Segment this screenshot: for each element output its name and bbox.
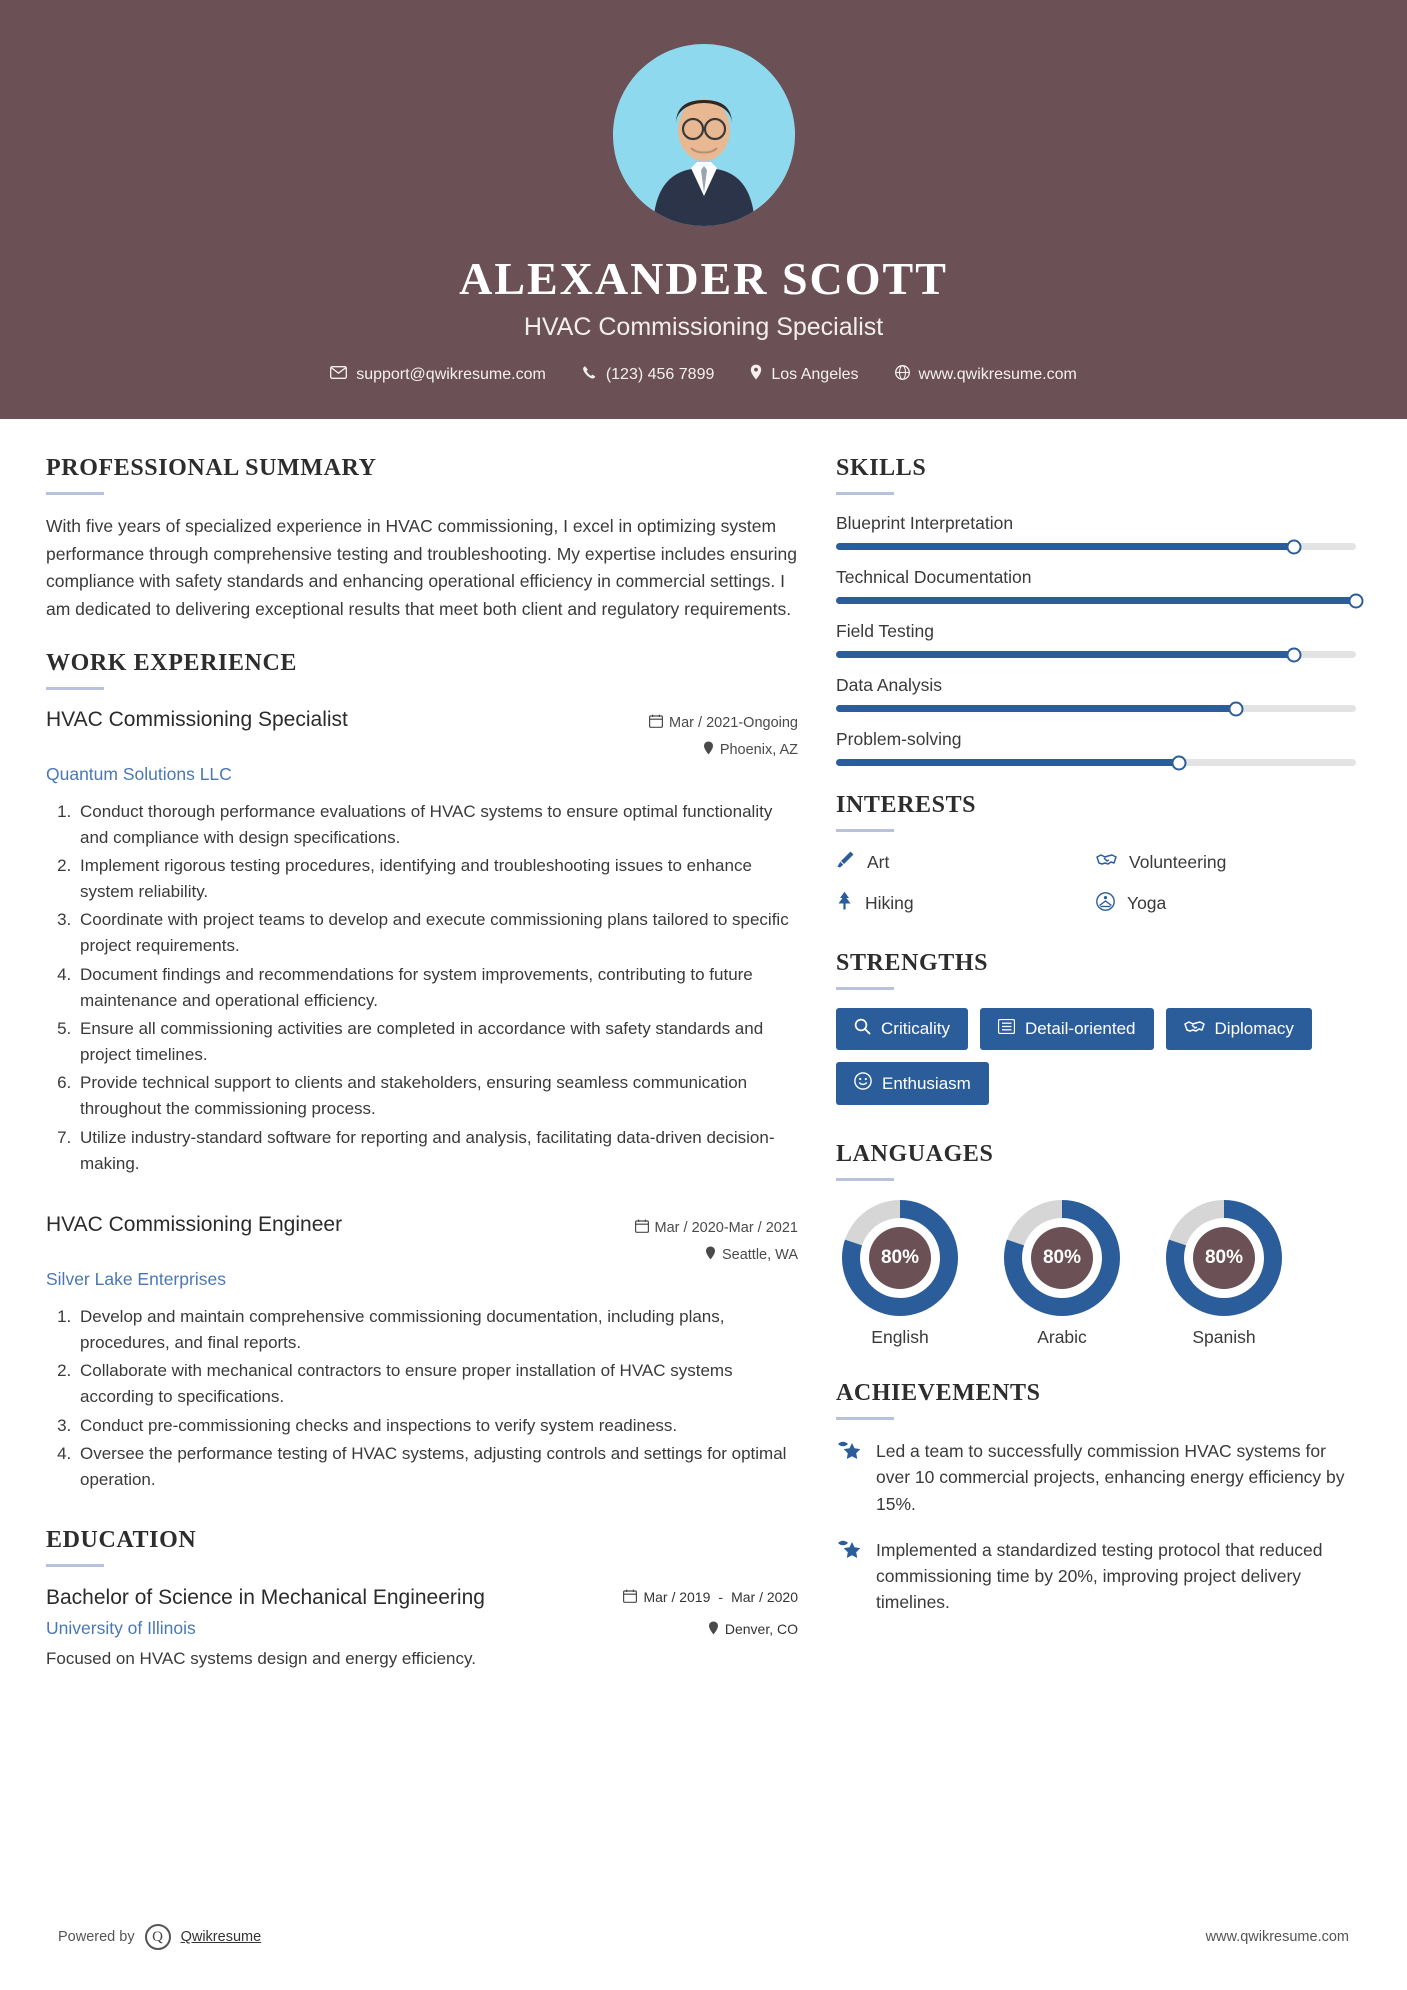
section-rule — [46, 1564, 104, 1567]
language-label: Spanish — [1192, 1327, 1256, 1347]
paint-brush-icon — [836, 850, 855, 874]
interest-label: Art — [867, 851, 890, 872]
job-duty: 3. Conduct pre-commissioning checks and inspections to verify system readiness. — [76, 1413, 798, 1439]
contact-email[interactable] — [312, 366, 564, 384]
calendar-icon — [623, 1589, 637, 1606]
job-duties-list — [46, 1304, 798, 1493]
strength-label: Criticality — [881, 1019, 950, 1038]
job-duties-list — [46, 799, 798, 1177]
achievement-item — [836, 1438, 1356, 1517]
contact-location-text: Los Angeles — [771, 365, 859, 383]
job-duty: 1. Develop and maintain comprehensive commissioning documentation, including plans, procedures, and final reports. — [76, 1304, 798, 1356]
contact-email-text: support@qwikresume.com — [356, 365, 546, 383]
interest-item — [836, 891, 1096, 916]
location-pin-icon — [750, 364, 762, 385]
work-experience-heading: WORK EXPERIENCE — [46, 649, 298, 676]
job-title: HVAC Commissioning Specialist — [46, 707, 348, 731]
location-pin-icon — [708, 1621, 719, 1638]
job-entry — [46, 1213, 798, 1493]
interests-heading: INTERESTS — [836, 792, 977, 818]
section-rule — [46, 492, 104, 495]
education-date-separator: - — [718, 1589, 724, 1606]
left-column — [46, 455, 798, 1695]
skill-bar[interactable] — [836, 597, 1356, 604]
job-duty: 1. Conduct thorough performance evaluations of HVAC systems to ensure optimal functionality and compliance with design specifications. — [76, 799, 798, 851]
contact-row — [0, 364, 1407, 385]
job-duty: 6. Provide technical support to clients and stakeholders, ensuring seamless communication throughout the commissioning process. — [76, 1070, 798, 1122]
job-location: Seattle, WA — [721, 1246, 798, 1263]
powered-by-block — [58, 1924, 261, 1950]
job-dates: Mar / 2021-Ongoing — [669, 714, 798, 731]
section-rule — [836, 1178, 894, 1181]
language-item — [1160, 1199, 1288, 1348]
education-school[interactable]: University of Illinois — [46, 1618, 196, 1639]
education-heading: EDUCATION — [46, 1527, 197, 1554]
contact-location[interactable] — [732, 364, 876, 385]
language-donut — [1003, 1199, 1121, 1317]
language-donut — [841, 1199, 959, 1317]
email-icon — [330, 366, 347, 384]
section-rule — [836, 829, 894, 832]
job-duty: 3. Coordinate with project teams to develop and execute commissioning plans tailored to specific project requirements. — [76, 907, 798, 959]
job-duty: 2. Collaborate with mechanical contractors to ensure proper installation of HVAC systems according to specifications. — [76, 1358, 798, 1410]
strength-label: Diplomacy — [1214, 1019, 1294, 1038]
interest-item — [836, 850, 1096, 874]
professional-summary-section — [46, 455, 798, 624]
language-label: English — [871, 1327, 929, 1347]
magnifier-icon — [854, 1018, 871, 1040]
skill-item — [836, 621, 1356, 658]
education-start-date: Mar / 2019 — [643, 1589, 711, 1606]
job-duty: 2. Implement rigorous testing procedures, identifying and troubleshooting issues to enhance system reliability. — [76, 853, 798, 905]
strengths-section — [836, 950, 1356, 1105]
skill-label: Data Analysis — [836, 675, 943, 695]
job-location: Phoenix, AZ — [719, 741, 798, 758]
skill-bar[interactable] — [836, 543, 1356, 550]
contact-website[interactable] — [877, 365, 1095, 385]
strength-chip — [836, 1008, 968, 1050]
qwikresume-link[interactable]: Qwikresume — [180, 1929, 262, 1945]
candidate-name: ALEXANDER SCOTT — [459, 253, 948, 304]
section-rule — [46, 687, 104, 690]
education-description: Focused on HVAC systems design and energy efficiency. — [46, 1649, 476, 1669]
skills-heading: SKILLS — [836, 455, 927, 481]
candidate-job-title: HVAC Commissioning Specialist — [523, 313, 884, 341]
job-company[interactable]: Silver Lake Enterprises — [46, 1268, 226, 1289]
smiley-icon — [854, 1072, 872, 1095]
skill-item — [836, 729, 1356, 766]
achievement-text: Implemented a standardized testing protocol that reduced commissioning time by 20%, improving project delivery timelines. — [876, 1539, 1323, 1613]
strength-chip — [980, 1008, 1154, 1050]
strength-chip — [1166, 1008, 1312, 1050]
qwikresume-logo-icon: Q — [145, 1924, 171, 1950]
globe-icon — [895, 365, 910, 385]
phone-icon — [582, 365, 597, 385]
contact-phone[interactable] — [564, 365, 733, 385]
handshake-icon — [1096, 852, 1117, 873]
resume-body — [0, 419, 1407, 1695]
job-duty: 7. Utilize industry-standard software for reporting and analysis, facilitating data-driven decision-making. — [76, 1125, 798, 1177]
strength-label: Detail-oriented — [1024, 1019, 1136, 1038]
section-rule — [836, 492, 894, 495]
list-icon — [998, 1019, 1015, 1039]
skill-bar[interactable] — [836, 651, 1356, 658]
interest-label: Volunteering — [1129, 851, 1227, 872]
job-entry — [46, 708, 798, 1177]
languages-section — [836, 1141, 1356, 1348]
interest-item — [1096, 850, 1356, 874]
language-percent: 80% — [1204, 1247, 1244, 1268]
handshake-icon — [1184, 1019, 1205, 1040]
ribbon-star-icon — [836, 1438, 862, 1517]
job-company[interactable]: Quantum Solutions LLC — [46, 763, 232, 784]
job-title: HVAC Commissioning Engineer — [46, 1212, 343, 1236]
achievements-section — [836, 1380, 1356, 1616]
language-label: Arabic — [1037, 1327, 1087, 1347]
education-section — [46, 1527, 798, 1669]
ribbon-star-icon — [836, 1537, 862, 1616]
section-rule — [836, 987, 894, 990]
skills-section — [836, 455, 1356, 766]
footer-website[interactable]: www.qwikresume.com — [1205, 1929, 1349, 1945]
powered-by-label: Powered by — [58, 1929, 135, 1945]
language-donut — [1165, 1199, 1283, 1317]
resume-header — [0, 0, 1407, 419]
resume-footer — [0, 1924, 1407, 1950]
yoga-icon — [1096, 892, 1115, 916]
strength-chip — [836, 1062, 989, 1105]
strength-label: Enthusiasm — [882, 1073, 971, 1093]
skill-item — [836, 567, 1356, 604]
calendar-icon — [635, 1219, 649, 1237]
languages-heading: LANGUAGES — [836, 1141, 994, 1167]
interests-section — [836, 792, 1356, 916]
skill-bar[interactable] — [836, 759, 1356, 766]
language-percent: 80% — [880, 1247, 920, 1268]
strengths-heading: STRENGTHS — [836, 950, 989, 976]
job-dates: Mar / 2020-Mar / 2021 — [654, 1219, 798, 1236]
language-percent: 80% — [1042, 1247, 1082, 1268]
skill-bar[interactable] — [836, 705, 1356, 712]
interest-item — [1096, 891, 1356, 916]
right-column — [836, 455, 1356, 1695]
skill-label: Field Testing — [836, 621, 934, 641]
language-item — [998, 1199, 1126, 1348]
location-pin-icon — [705, 1246, 716, 1264]
interest-label: Hiking — [865, 893, 914, 913]
language-item — [836, 1199, 964, 1348]
professional-summary-text: With five years of specialized experience in HVAC commissioning, I excel in optimizing system performance through comprehensive testing and troubleshooting. My expertise includes ensuring compliance with safety standards and enhancing operational efficiency in commercial settings. I am dedicated to delivering exceptional results that meet both client and regulatory requirements. — [46, 516, 797, 619]
skill-item — [836, 675, 1356, 712]
job-duty: 5. Ensure all commissioning activities are completed in accordance with safety standards and project timelines. — [76, 1016, 798, 1068]
achievements-heading: ACHIEVEMENTS — [836, 1380, 1041, 1406]
avatar — [613, 44, 795, 226]
skill-label: Problem-solving — [836, 729, 962, 749]
interest-label: Yoga — [1127, 893, 1167, 913]
location-pin-icon — [703, 741, 714, 759]
tree-icon — [836, 891, 853, 916]
skill-label: Blueprint Interpretation — [836, 513, 1014, 533]
skill-label: Technical Documentation — [836, 567, 1032, 587]
contact-website-text: www.qwikresume.com — [918, 365, 1077, 383]
education-end-date: Mar / 2020 — [731, 1589, 798, 1606]
education-degree: Bachelor of Science in Mechanical Engineering — [46, 1586, 485, 1610]
achievement-text: Led a team to successfully commission HVAC systems for over 10 commercial projects, enhancing energy efficiency by 15%. — [876, 1441, 1345, 1514]
work-experience-section — [46, 650, 798, 1494]
achievement-item — [836, 1537, 1356, 1616]
contact-phone-text: (123) 456 7899 — [605, 365, 715, 383]
section-rule — [836, 1417, 894, 1420]
job-duty: 4. Document findings and recommendations for system improvements, contributing to future maintenance and operational efficiency. — [76, 962, 798, 1014]
calendar-icon — [649, 714, 663, 732]
education-location: Denver, CO — [724, 1621, 798, 1638]
job-duty: 4. Oversee the performance testing of HVAC systems, adjusting controls and settings for optimal operation. — [76, 1441, 798, 1493]
skill-item — [836, 513, 1356, 550]
education-dates — [623, 1585, 798, 1607]
professional-summary-heading: PROFESSIONAL SUMMARY — [46, 455, 377, 481]
